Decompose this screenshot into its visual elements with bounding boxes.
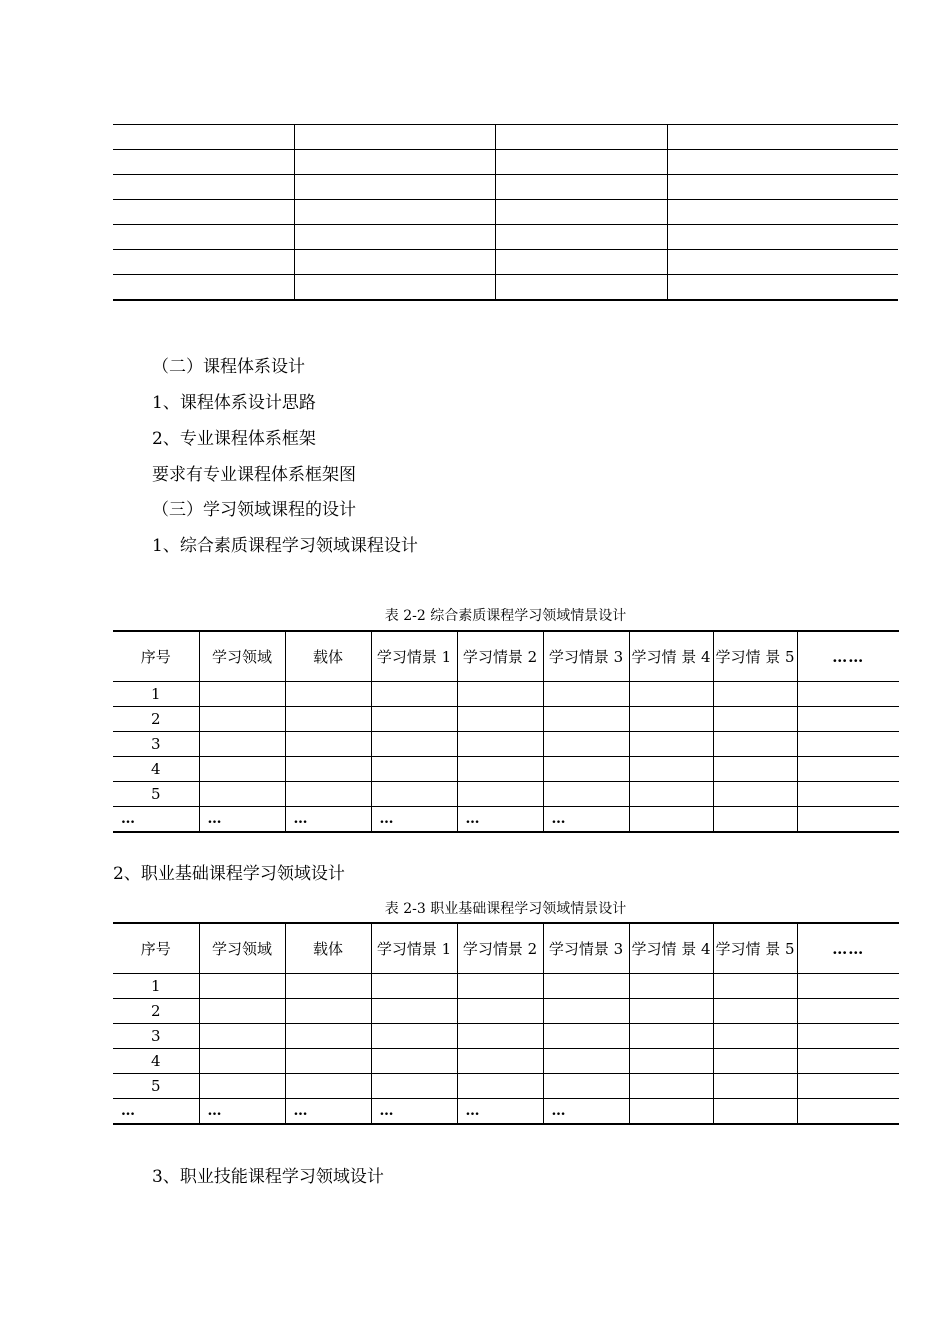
header-cell: 载体 [285, 631, 371, 682]
row-number: 5 [113, 782, 199, 807]
header-cell: …… [797, 631, 899, 682]
ellipsis-cell: … [457, 807, 543, 833]
ellipsis-cell: … [285, 807, 371, 833]
header-cell: 学习情 景 5 [713, 923, 797, 974]
note-text: 要求有专业课程体系框架图 [152, 465, 356, 485]
header-cell: 学习情景 2 [457, 923, 543, 974]
section-heading: （三）学习领域课程的设计 [152, 500, 356, 520]
header-cell: 学习情 景 4 [629, 631, 713, 682]
table-row [113, 1049, 899, 1074]
table-2-2 [113, 630, 899, 833]
row-number: 3 [113, 1024, 199, 1049]
header-cell: …… [797, 923, 899, 974]
table-row [113, 807, 899, 833]
table-row [113, 999, 899, 1024]
table-header-row [113, 923, 899, 974]
ellipsis-cell: … [457, 1099, 543, 1125]
row-number: 2 [113, 707, 199, 732]
header-cell: 学习情 景 5 [713, 631, 797, 682]
list-item: 3、职业技能课程学习领域设计 [152, 1167, 384, 1187]
continued-table [113, 124, 898, 301]
list-item: 1、综合素质课程学习领域课程设计 [152, 536, 418, 556]
ellipsis-cell: … [113, 807, 199, 833]
ellipsis-cell: … [199, 1099, 285, 1125]
header-cell: 学习情景 3 [543, 923, 629, 974]
table-row [113, 1074, 899, 1099]
table-row [113, 732, 899, 757]
table-header-row [113, 631, 899, 682]
table-row [113, 275, 898, 301]
row-number: 1 [113, 682, 199, 707]
table-row [113, 200, 898, 225]
header-cell: 学习情景 2 [457, 631, 543, 682]
ellipsis-cell: … [371, 1099, 457, 1125]
table-row [113, 1099, 899, 1125]
row-number: 1 [113, 974, 199, 999]
list-item: 1、课程体系设计思路 [152, 393, 316, 413]
table-row [113, 707, 899, 732]
ellipsis-cell: … [285, 1099, 371, 1125]
table-row [113, 125, 898, 150]
list-item: 2、职业基础课程学习领域设计 [113, 864, 345, 884]
header-cell: 学习领域 [199, 631, 285, 682]
header-cell: 学习情景 3 [543, 631, 629, 682]
row-number: 2 [113, 999, 199, 1024]
table-row [113, 1024, 899, 1049]
header-cell: 载体 [285, 923, 371, 974]
table-row [113, 225, 898, 250]
header-cell: 序号 [113, 631, 199, 682]
header-cell: 序号 [113, 923, 199, 974]
table-caption: 表 2-3 职业基础课程学习领域情景设计 [384, 901, 627, 917]
header-cell: 学习情景 1 [371, 923, 457, 974]
table-row [113, 175, 898, 200]
table-2-3 [113, 922, 899, 1125]
table-row [113, 974, 899, 999]
section-heading: （二）课程体系设计 [152, 357, 305, 377]
row-number: 4 [113, 757, 199, 782]
header-cell: 学习情景 1 [371, 631, 457, 682]
ellipsis-cell: … [543, 1099, 629, 1125]
row-number: 3 [113, 732, 199, 757]
table-caption: 表 2-2 综合素质课程学习领域情景设计 [384, 608, 627, 624]
ellipsis-cell: … [199, 807, 285, 833]
ellipsis-cell: … [113, 1099, 199, 1125]
header-cell: 学习领域 [199, 923, 285, 974]
table-row [113, 682, 899, 707]
table-row [113, 150, 898, 175]
table-row [113, 250, 898, 275]
ellipsis-cell: … [371, 807, 457, 833]
ellipsis-cell: … [543, 807, 629, 833]
table-row [113, 782, 899, 807]
header-cell: 学习情 景 4 [629, 923, 713, 974]
table-row [113, 757, 899, 782]
row-number: 5 [113, 1074, 199, 1099]
row-number: 4 [113, 1049, 199, 1074]
list-item: 2、专业课程体系框架 [152, 429, 316, 449]
